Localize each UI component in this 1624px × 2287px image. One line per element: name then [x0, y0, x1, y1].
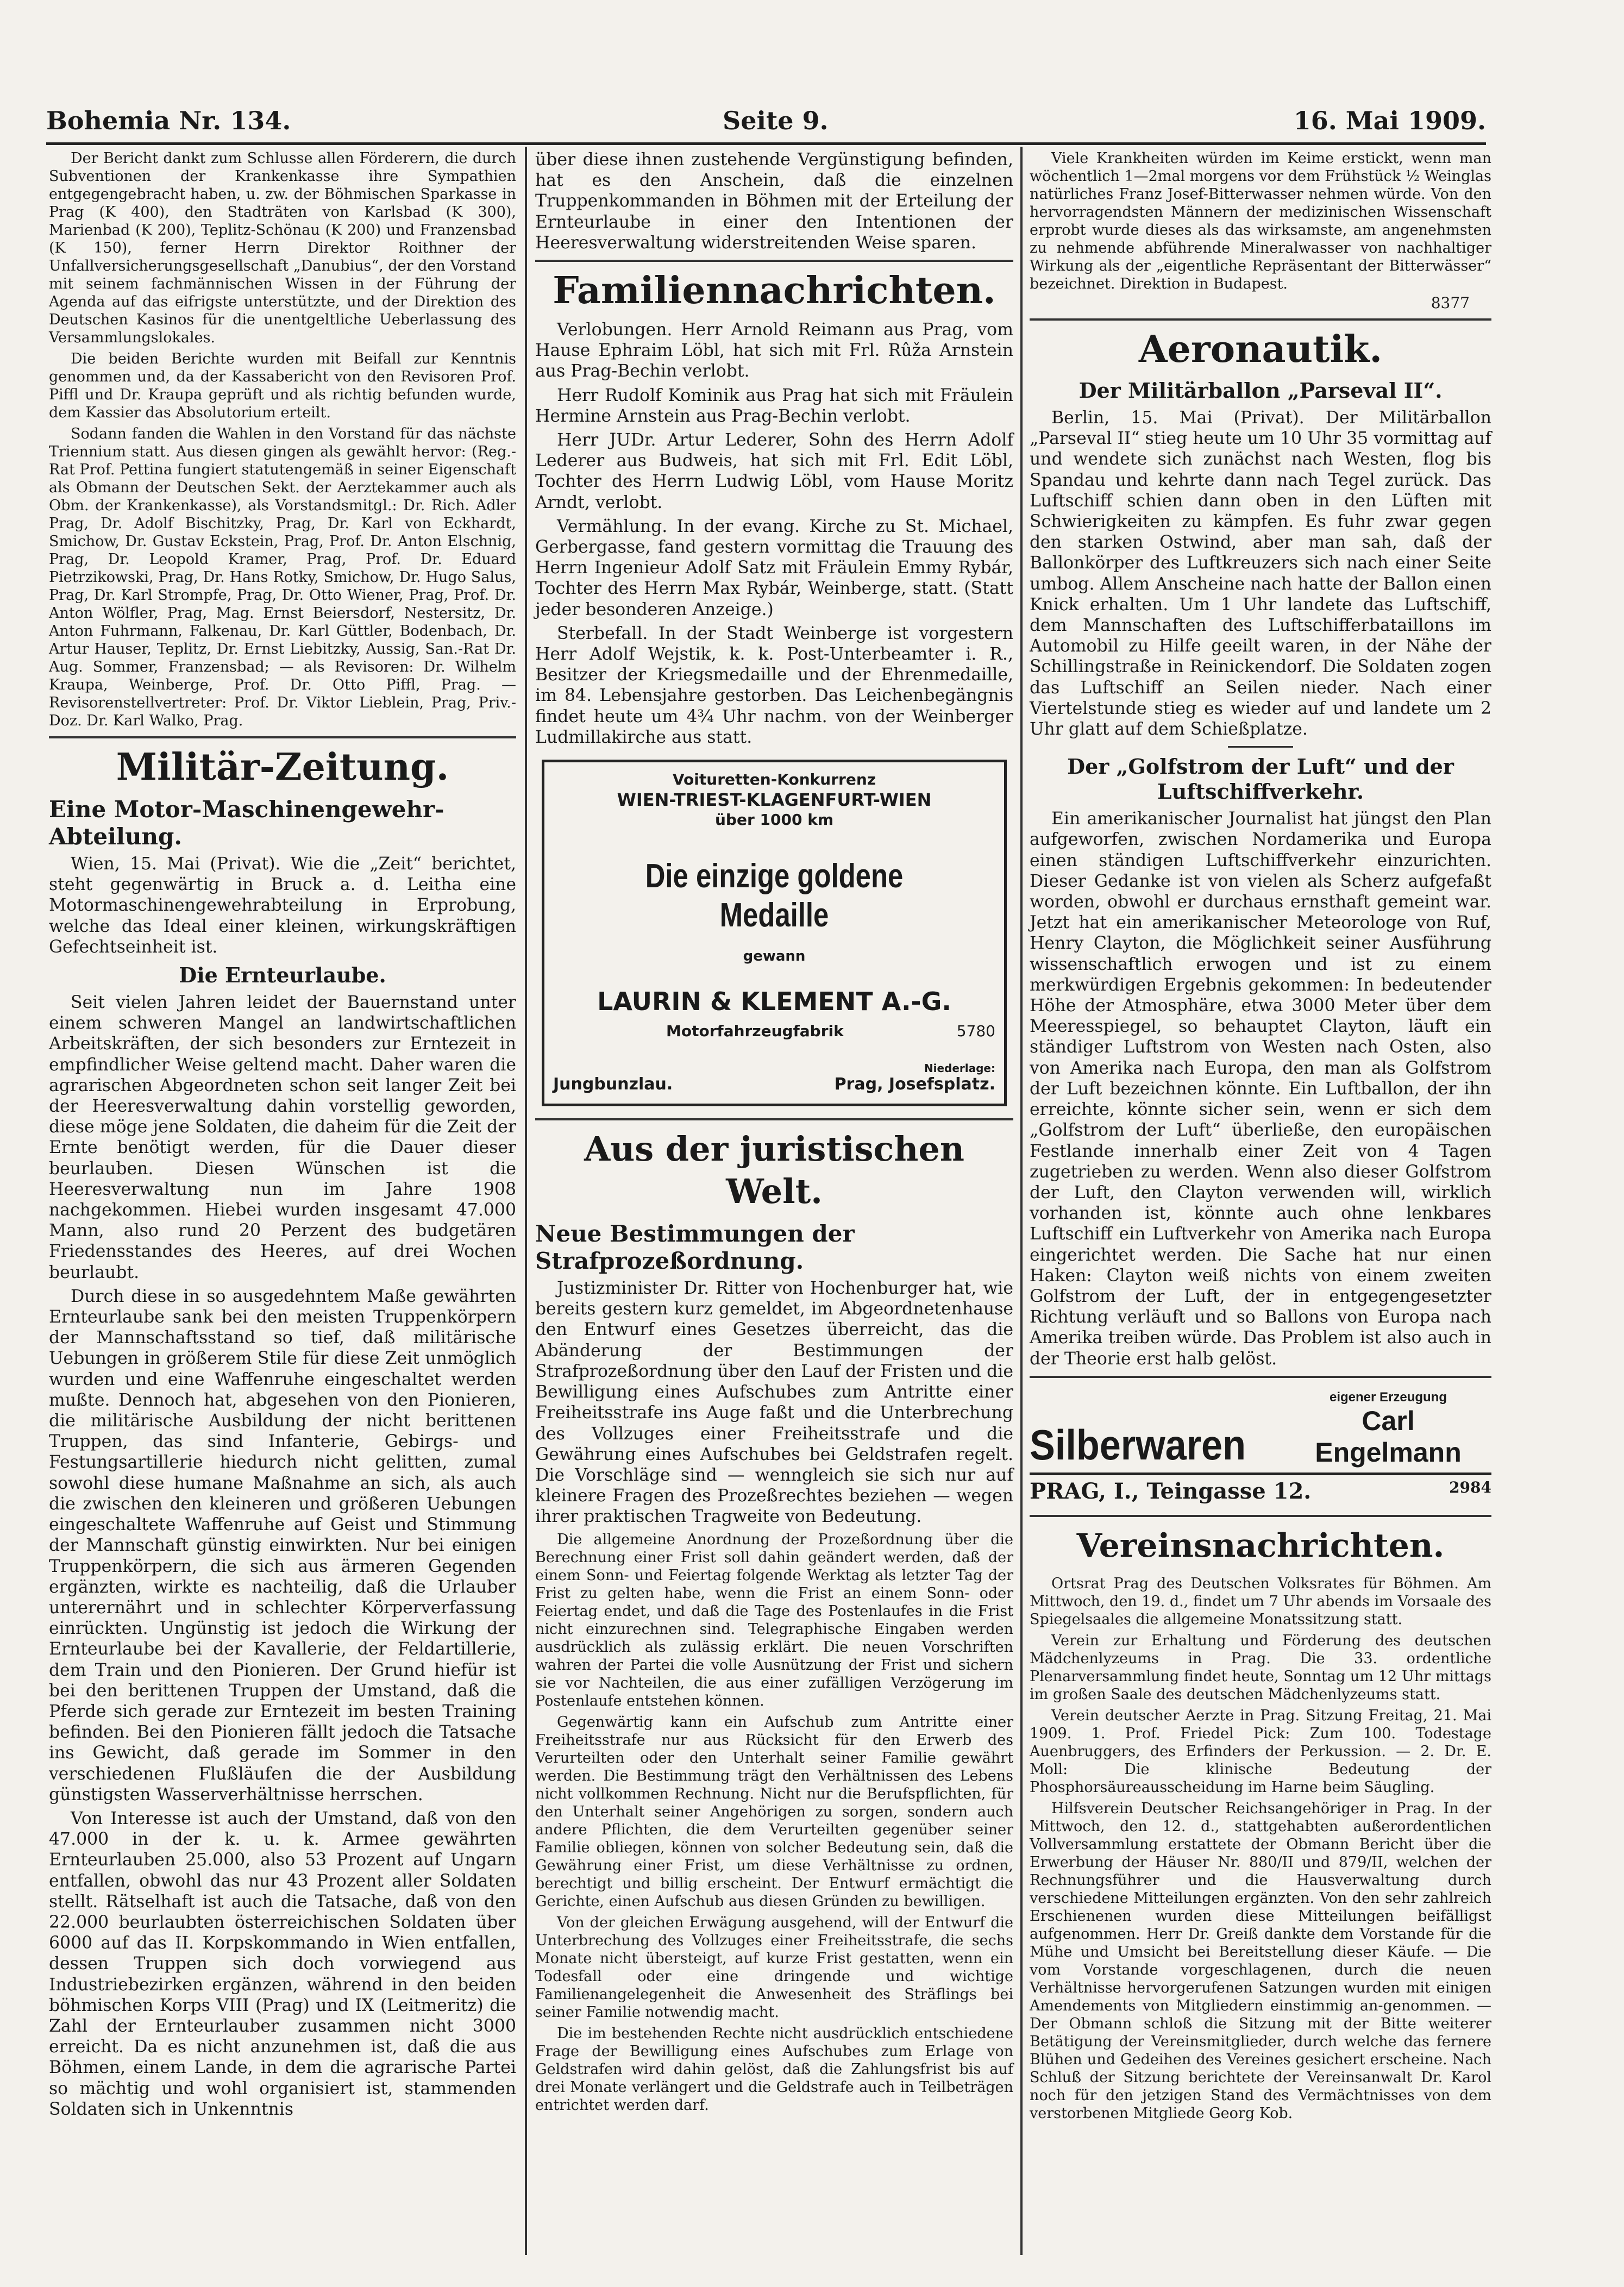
article-heading: Der Militärballon „Parseval II“. [1079, 378, 1443, 403]
article-paragraph: Der Bericht dankt zum Schlusse allen Förderern, die durch Subventionen der Krankenkasse ihre Sympathien entgegengebracht haben, u. zw. der Böhmischen Sparkasse in Prag (K 400), den Stadträten von Karlsbad (K 300), Marienbad (K 200), Teplitz-Schönau (K 200) und Franzensbad (K 150), ferner Herrn Direktor Roithner der Unfallversicherungsgesellschaft „Danubius“, der den Vorstand mit seinem fachmännischen Wissen in der Führung der Agenda auf das eifrigste unterstützte, und der Direktion des Deutschen Kasinos für die unentgeltliche Ueberlassung des Versammlungslokales. [49, 150, 516, 346]
ad-headline: Silberwaren [1030, 1420, 1246, 1469]
announcement: Ortsrat Prag des Deutschen Volksrates für Böhmen. Am Mittwoch, den 19. d., findet um 7 Uhr abends im Vorsaale des Spiegelsaales die allgemeine Monatssitzung statt. [1030, 1575, 1491, 1628]
ad-line: über 1000 km [715, 811, 833, 829]
article-paragraph: Seit vielen Jahren leidet der Bauernstand unter einem schweren Mangel an landwirtschaftlichen Arbeitskräften, der sich besonders zur Erntezeit in empfindlicher Weise geltend macht. Daher waren die agrarischen Abgeordneten schon seit langer Zeit bei der Heeresverwaltung dahin vorstellig geworden, diese möge jene Soldaten, die daheim für die Zeit der Ernte benötigt werden, für die Dauer dieser beurlauben. Diesen Wünschen ist die Heeresverwaltung nun im Jahre 1908 nachgekommen. Hiebei wurden insgesamt 47.000 Mann, also rund 20 Perzent des budgetären Friedensstandes des Heeres, auf drei Wochen beurlaubt. [49, 993, 516, 1282]
article-heading: Der „Golfstrom der Luft“ und der Luftschiffverkehr. [1067, 754, 1454, 804]
section-rule [49, 736, 516, 738]
article-heading: Die Ernteurlaube. [179, 963, 386, 988]
article-paragraph: Sodann fanden die Wahlen in den Vorstand für das nächste Triennium statt. Aus diesen gingen als gewählt hervor: (Reg.-Rat Prof. Pettina fungiert statutengemäß in seiner Eigenschaft als Obmann der Deutschen Sekt. der Aerztekammer auch als Obm. der Krankenkasse), als Vorstandsmitgl.: Dr. Rich. Adler Prag, Dr. Adolf Bischitzky, Prag, Dr. Karl von Eckhardt, Smichow, Dr. Gustav Eckstein, Prag, Prof. Dr. Anton Elschnig, Prag, Dr. Leopold Kramer, Prag, Prof. Dr. Eduard Pietrzikowski, Prag, Dr. Hans Rotky, Smichow, Dr. Hugo Salus, Prag, Dr. Karl Strompfe, Prag, Dr. Otto Wiener, Prag, Prof. Dr. Anton Wölfler, Prag, Mag. Ernst Beiersdorf, Nestersitz, Dr. Anton Fuhrmann, Falkenau, Dr. Karl Güttler, Bodenbach, Dr. Artur Hauser, Teplitz, Dr. Ernst Liebitzky, Aussig, San.-Rat Dr. Aug. Sommer, Franzensbad; — als Revisoren: Dr. Wilhelm Kraupa, Weinberge, Prof. Dr. Otto Piffl, Prag. — Revisorenstellvertreter: Prof. Dr. Viktor Lieblein, Prag, Priv.-Doz. Dr. Karl Walko, Prag. [49, 425, 516, 729]
header-rule [46, 142, 1486, 145]
ad-subtitle: Motorfahrzeugfabrik [666, 1022, 844, 1041]
announcement: Hilfsverein Deutscher Reichsangehöriger in Prag. In der Mittwoch, den 12. d., stattgehabten außerordentlichen Vollversammlung erstattete der Obmann Bericht über die Erwerbung der Häuser Nr. 880/II und 879/II, welchen der Rechnungsführer und die Hausverwaltung durch verschiedene Mitteilungen ergänzten. Von den sehr zahlreich Erschienenen wurden diese Mitteilungen beifälligst aufgenommen. Herr Dr. Greiß dankte dem Vorstande für die Mühe und Umsicht bei Bereitstellung dieser Käufe. — Die vom Vorstande vorgeschlagenen, durch die neuen Verhältnisse hervorgerufenen Satzungen wurden mit einigen Amendements von Mitgliedern einstimmig an-genommen. — Der Obmann schloß die Sitzung mit der Bitte weiterer Betätigung der Vereinsmitglieder, durch welche das fernere Blühen und Gedeihen des Vereines gesichert erscheine. Nach Schluß der Sitzung berichtete der Vereinsanwalt Dr. Karol noch für den jetzigen Stand des Vermächtnisses von dem verstorbenen Mitgliede Georg Kob. [1030, 1800, 1491, 2122]
announcement: Herr JUDr. Artur Lederer, Sohn des Herrn Adolf Lederer aus Budweis, hat sich mit Frl. Edit Löbl, Tochter des Herrn Ludwig Löbl, vom Hause Moritz Arndt, verlobt. [535, 430, 1013, 512]
article-rule [1228, 746, 1293, 748]
header-issue: Bohemia Nr. 134. [46, 106, 291, 135]
ad-code: 5780 [956, 1022, 995, 1041]
ad-headline: Die einzige goldene Medaille [645, 857, 904, 935]
ad-line: WIEN-TRIEST-KLAGENFURT-WIEN [617, 790, 932, 811]
advertisement-bitterwasser: Viele Krankheiten würden im Keime erstickt, wenn man wöchentlich 1—2mal morgens vor dem Frühstück ½ Weinglas natürliches Franz Josef-Bitterwasser nehmen würde. Von den hervorragendsten Männern der medizinischen Wissenschaft erprobt wurde dieses als das wirksamste, am angenehmsten zu nehmende abführende Mineralwasser von nachhaltiger Wirkung als der „eigentliche Repräsentant der Bitterwässer“ bezeichnet. Direktion in Budapest. [1030, 150, 1491, 292]
article-paragraph: Durch diese in so ausgedehntem Maße gewährten Ernteurlaube sank bei den meisten Truppenkörpern der Mannschaftsstand so tief, daß militärische Uebungen in größerem Stile für diese Zeit unmöglich wurden und eine Waffenruhe eingeschaltet werden mußte. Dennoch hat, abgesehen von den Pionieren, die militärische Ausbildung der nicht berittenen Truppen, das sind Infanterie, Gebirgs- und Festungsartillerie hiedurch nicht gelitten, zumal sowohl diese humane Maßnahme an sich, als auch die zwischen den kleineren und größeren Uebungen eingeschaltete Waffenruhe auf Geist und Stimmung der Mannschaft günstig einwirkten. Nur bei einigen Truppenkörpern, die sich aus ärmeren Gegenden ergänzten, wirkte es nachteilig, daß die Urlauber unterernährt und in schlechter Körperverfassung einrückten. Ungünstig ist jedoch die Wirkung der Ernteurlaube bei der Kavallerie, der Feldartillerie, dem Train und den Pionieren. Der Grund hiefür ist bei den berittenen Truppen der Umstand, daß die Pferde sich gerade zur Erntezeit im besten Training befinden. Bei den Pionieren fällt jedoch die Tatsache ins Gewicht, daß gerade im Sommer in den verschiedenen Flußläufen die der Ausbildung günstigsten Wasserverhältnisse herrschen. [49, 1286, 516, 1804]
article-paragraph: Von der gleichen Erwägung ausgehend, will der Entwurf die Unterbrechung des Vollzuges einer Freiheitsstrafe, die sechs Monate nicht übersteigt, auf kurze Frist gestatten, wenn ein Todesfall oder eine dringende und wichtige Familienangelegenheit die Anwesenheit des Sträflings bei seiner Familie notwendig macht. [535, 1914, 1013, 2021]
ad-address-right: Prag, Josefsplatz. [834, 1075, 995, 1094]
ad-address: PRAG, I., Teingasse 12. [1030, 1478, 1312, 1504]
ad-address-right-block [835, 1062, 995, 1094]
section-heading-verein: Vereinsnachrichten. [1076, 1526, 1445, 1565]
column-1 [49, 149, 516, 2123]
section-heading-militaer: Militär-Zeitung. [116, 745, 449, 789]
article-paragraph: Die allgemeine Anordnung der Prozeßordnung über die Berechnung einer Frist soll dahin geändert werden, daß der einem Sonn- und Feiertag folgende Werktag als letzter Tag der Frist zu gelten habe, wenn die Frist an einem Sonn- oder Feiertag endet, und daß die Tage des Postenlaufes in die Frist nicht einzurechnen sind. Telegraphische Eingaben werden ausdrücklich als zulässig erklärt. Die neuen Vorschriften wahren der Partei die volle Ausnützung der Frist und sichern sie vor Nachteilen, die aus einer zufälligen Verzögerung im Postenlaufe entstehen können. [535, 1531, 1013, 1709]
ad-addresses [553, 1062, 995, 1094]
article-heading: Neue Bestimmungen der Strafprozeßordnung. [535, 1220, 855, 1275]
announcement: Verein zur Erhaltung und Förderung des deutschen Mädchenlyzeums in Prag. Die 33. ordentliche Plenarversammlung findet heute, Sonntag um 12 Uhr mittags im großen Saale des deutschen Mädchenlyzeums statt. [1030, 1632, 1491, 1703]
section-rule [535, 260, 1013, 262]
ad-line: Voituretten-Konkurrenz [672, 770, 876, 789]
article-paragraph: Die beiden Berichte wurden mit Beifall zur Kenntnis genommen und, da der Kassabericht von den Revisoren Prof. Piffl und Dr. Kraupa geprüft und als richtig befunden wurde, dem Kassier das Absolutorium erteilt. [49, 350, 516, 421]
section-rule [1030, 318, 1491, 321]
ad-code: 8377 [1431, 294, 1470, 312]
article-paragraph: Gegenwärtig kann ein Aufschub zum Antritte einer Freiheitsstrafe nur aus Rücksicht für den Erwerb des Verurteilten oder den Unterhalt seiner Familie gewährt werden. Die Bestimmung trägt den Verhältnissen des Lebens nicht vollkommen Rechnung. Nicht nur die Berufspflichten, für den Unterhalt seiner Angehörigen zu sorgen, sondern auch andere Pflichten, die dem Verurteilten gegenüber seiner Familie obliegen, können von solcher Bedeutung sein, daß die Gewährung einer Frist, um diese Verhältnisse zu ordnen, berechtigt und billig erscheint. Der Entwurf ermächtigt die Gerichte, einen Aufschub aus diesen Gründen zu bewilligen. [535, 1713, 1013, 1910]
ad-company: Carl Engelmann [1315, 1405, 1462, 1468]
article-paragraph: über diese ihnen zustehende Vergünstigung befinden, hat es den Anschein, daß die einzelnen Truppenkommanden in Böhmen mit der Erteilung der Ernteurlaube in einer den Intentionen der Heeresverwaltung widerstreitenden Weise sparen. [535, 150, 1013, 253]
ad-line: eigener Erzeugung [1329, 1389, 1447, 1405]
advertisement-silberwaren [1030, 1386, 1491, 1508]
article-paragraph: Wien, 15. Mai (Privat). Wie die „Zeit“ berichtet, steht gegenwärtig in Bruck a. d. Leitha eine Motormaschinengewehrabteilung in Erprobung, welche das Ideal einer kleinen, wirkungskräftigen Gefechtseinheit ist. [49, 854, 516, 957]
ad-company: LAURIN & KLEMENT A.-G. [597, 987, 951, 1017]
advertisement-laurin-klement [542, 760, 1007, 1106]
announcement: Verein deutscher Aerzte in Prag. Sitzung Freitag, 21. Mai 1909. 1. Prof. Friedel Pick: Zum 100. Todestage Auenbruggers, des Erfinders der Perkussion. — 2. Dr. E. Moll: Die klinische Bedeutung der Phosphorsäureausscheidung im Harne beim Säugling. [1030, 1707, 1491, 1796]
header-page-number: Seite 9. [723, 106, 829, 135]
header-date: 16. Mai 1909. [1293, 106, 1486, 135]
page-header [46, 106, 1486, 144]
ad-address-left: Jungbunzlau. [553, 1075, 673, 1094]
article-heading: Eine Motor-Maschinengewehr-Abteilung. [49, 796, 444, 850]
ad-line [553, 1022, 995, 1040]
article-paragraph: Die im bestehenden Rechte nicht ausdrücklich entschiedene Frage der Bewilligung eines Aufschubes zum Erlage von Geldstrafen wird dahin gelöst, daß die Zahlungsfrist bis auf drei Monate verlängert und die Geldstrafe auch in Teilbeträgen entrichtet werden darf. [535, 2025, 1013, 2114]
ad-address-row [1030, 1473, 1491, 1504]
section-heading-juristisch: Aus der juristischen Welt. [584, 1129, 964, 1212]
section-heading-familien: Familiennachrichten. [553, 269, 996, 313]
announcement: Vermählung. In der evang. Kirche zu St. Michael, Gerbergasse, fand gestern vormittag die Trauung des Herrn Ingenieur Adolf Satz mit Fräulein Emmy Rybár, Tochter des Herrn Max Rybár, Weinberge, statt. (Statt jeder besonderen Anzeige.) [535, 516, 1013, 619]
article-paragraph: Ein amerikanischer Journalist hat jüngst den Plan aufgeworfen, zwischen Nordamerika und Europa einen ständigen Luftschiffverkehr einzurichten. Dieser Gedanke ist von vielen als Scherz aufgefaßt worden, obwohl er durchaus ernsthaft gemeint war. Jetzt hat ein amerikanischer Meteorologe von Ruf, Henry Clayton, die Möglichkeit seiner Ausführung wissenschaftlich erwogen und ist zu einem merkwürdigen Ergebnis gekommen: In bedeutender Höhe der Atmosphäre, etwa 3000 Meter über dem Meeresspiegel, so behauptet Clayton, läuft ein ständiger Luftstrom von Westen nach Osten, also von Amerika nach Europa, den man als Golfstrom der Luft bezeichnen könnte. Ein Luftballon, der ihn erreichte, könnte sicher sein, wenn er sich dem „Golfstrom der Luft“ überließe, den europäischen Festlande innerhalb einer Zeit von 4 Tagen zugetrieben zu werden. Wenn also dieser Golfstrom der Luft, den Clayton verwenden will, wirklich vorhanden ist, könnte auch ohne lenkbares Luftschiff ein Luftverkehr von Amerika nach Europa eingerichtet werden. Die Sache hat nur einen Haken: Clayton weiß nichts von einem zweiten Golfstrom der Luft, der in entgegengesetzter Richtung verläuft und so Ballons von Europa nach Amerika treiben würde. Das Problem ist also auch in der Theorie erst halb gelöst. [1030, 809, 1491, 1369]
ad-right-block [1285, 1390, 1491, 1468]
article-paragraph: Justizminister Dr. Ritter von Hochenburger hat, wie bereits gestern kurz gemeldet, im Abgeordnetenhause den Entwurf eines Gesetzes überreicht, das die Abänderung der Bestimmungen der Strafprozeßordnung über den Lauf der Fristen und die Bewilligung eines Aufschubes zum Antritte einer Freiheitsstrafe ins Auge faßt und die Unterbrechung des Vollzuges einer Freiheitsstrafe und die Gewährung eines Aufschubes bei Geldstrafen regelt. Die Vorschläge sind — wenngleich sie sich nur auf kleinere Fragen des Prozeßrechtes beziehen — wegen ihrer praktischen Tragweite von Bedeutung. [535, 1279, 1013, 1527]
article-paragraph: Von Interesse ist auch der Umstand, daß von den 47.000 in der k. u. k. Armee gewährten Ernteurlauben 25.000, also 53 Prozent auf Ungarn entfallen, obwohl das nur 43 Prozent aller Soldaten stellt. Rätselhaft ist auch die Tatsache, daß von den 22.000 beurlaubten österreichischen Soldaten über 6000 auf das II. Korpskommando in Wien entfallen, dessen Truppen sich doch vorwiegend aus Industriebezirken ergänzen, während in den beiden böhmischen Korps VIII (Prag) und IX (Leitmeritz) die Zahl der Ernteurlauber zusammen nicht 3000 erreicht. Da es nicht anzunehmen ist, daß die aus Böhmen, einem Lande, in dem die agrarische Partei so mächtig und wohl organisiert ist, stammenden Soldaten sich in Unkenntnis [49, 1808, 516, 2119]
section-rule [1030, 1376, 1491, 1378]
section-rule [535, 1118, 1013, 1120]
section-heading-aeronautik: Aeronautik. [1138, 328, 1383, 371]
announcement: Sterbefall. In der Stadt Weinberge ist vorgestern Herr Adolf Wejstik, k. k. Post-Unterbeamter i. R., Besitzer der Kriegsmedaille und der Ehrenmedaille, im 84. Lebensjahre gestorben. Das Leichenbegängnis findet heute um 4¾ Uhr nachm. von der Weinberger Ludmillakirche aus statt. [535, 623, 1013, 747]
column-2 [535, 149, 1013, 2117]
ad-line: gewann [743, 948, 806, 965]
article-paragraph: Berlin, 15. Mai (Privat). Der Militärballon „Parseval II“ stieg heute um 10 Uhr 35 vormittag auf und wendete sich zunächst nach Westen, flog bis Spandau und kehrte dann nach Tegel zurück. Das Luftschiff schien dann oben in den Lüften mit Schwierigkeiten zu kämpfen. Es fuhr zwar gegen den starken Ostwind, aber man sah, daß der Ballonkörper des Luftkreuzers sich nach einer Seite umbog. Allem Anscheine nach hatte der Ballon einen Knick erhalten. Um 1 Uhr landete das Luftschiff, dem Mannschaften des Luftschifferbataillons im Automobil zu Hilfe geeilt waren, in der Nähe der Schillingstraße in Reinickendorf. Die Soldaten zogen das Luftschiff an Seilen nieder. Nach einer Viertelstunde stieg es wieder auf und landete um 2 Uhr glatt auf dem Schießplatze. [1030, 408, 1491, 740]
section-rule [1030, 1515, 1491, 1517]
ad-label: Niederlage: [924, 1062, 995, 1075]
ad-code: 2984 [1449, 1478, 1491, 1496]
announcement: Verlobungen. Herr Arnold Reimann aus Prag, vom Hause Ephraim Löbl, hat sich mit Frl. Rûža Arnstein aus Prag-Bechin verlobt. [535, 320, 1013, 381]
column-divider [1020, 147, 1023, 2255]
ad-top-row [1030, 1390, 1491, 1468]
announcement: Herr Rudolf Kominik aus Prag hat sich mit Fräulein Hermine Arnstein aus Prag-Bechin verlobt. [535, 385, 1013, 426]
column-3 [1030, 149, 1491, 2126]
column-divider [525, 147, 527, 2255]
